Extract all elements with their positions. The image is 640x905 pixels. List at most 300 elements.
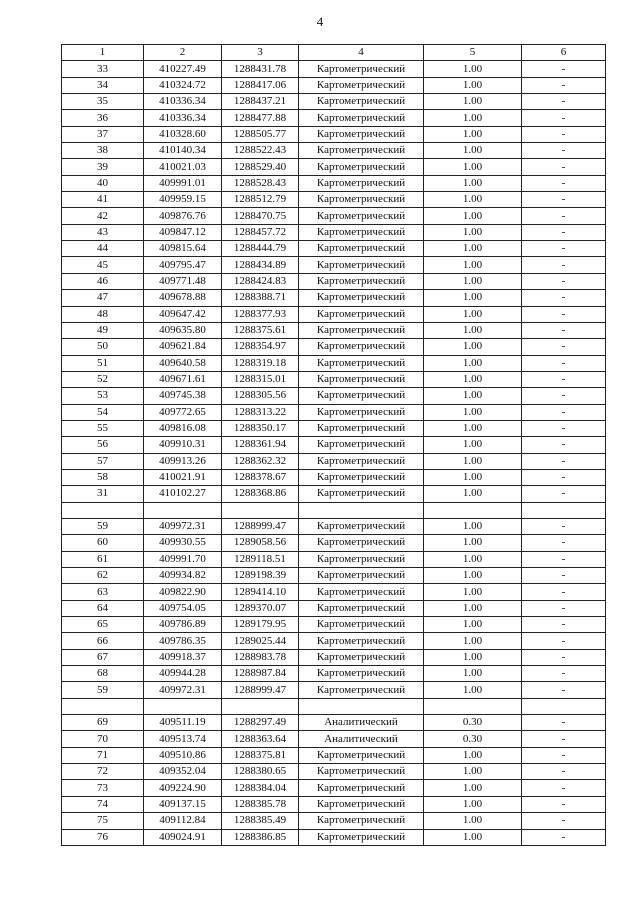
accuracy-cell: 1.00 bbox=[424, 126, 522, 142]
table-row bbox=[62, 208, 606, 224]
description-cell: - bbox=[522, 192, 606, 208]
table-row bbox=[62, 61, 606, 77]
empty-cell bbox=[144, 502, 222, 518]
y-coordinate-cell: 1288505.77 bbox=[222, 126, 299, 142]
y-coordinate-cell: 1288297.49 bbox=[222, 715, 299, 731]
x-coordinate-cell: 409678.88 bbox=[144, 290, 222, 306]
x-coordinate-cell: 409972.31 bbox=[144, 518, 222, 534]
point-number-cell: 34 bbox=[62, 77, 144, 93]
empty-cell bbox=[522, 502, 606, 518]
method-cell: Картометрический bbox=[299, 600, 424, 616]
table-row bbox=[62, 126, 606, 142]
table-row bbox=[62, 666, 606, 682]
y-coordinate-cell: 1288305.56 bbox=[222, 388, 299, 404]
accuracy-cell: 1.00 bbox=[424, 649, 522, 665]
accuracy-cell: 1.00 bbox=[424, 551, 522, 567]
method-cell: Картометрический bbox=[299, 224, 424, 240]
method-cell: Картометрический bbox=[299, 61, 424, 77]
table-header-row bbox=[62, 45, 606, 61]
accuracy-cell: 1.00 bbox=[424, 241, 522, 257]
accuracy-cell: 1.00 bbox=[424, 813, 522, 829]
description-cell: - bbox=[522, 584, 606, 600]
method-cell: Картометрический bbox=[299, 420, 424, 436]
point-number-cell: 70 bbox=[62, 731, 144, 747]
method-cell: Картометрический bbox=[299, 535, 424, 551]
x-coordinate-cell: 409647.42 bbox=[144, 306, 222, 322]
point-number-cell: 46 bbox=[62, 273, 144, 289]
y-coordinate-cell: 1288313.22 bbox=[222, 404, 299, 420]
description-cell: - bbox=[522, 633, 606, 649]
method-cell: Картометрический bbox=[299, 764, 424, 780]
coordinates-table bbox=[61, 44, 606, 846]
method-cell: Картометрический bbox=[299, 77, 424, 93]
table-row bbox=[62, 715, 606, 731]
table-row bbox=[62, 192, 606, 208]
x-coordinate-cell: 409112.84 bbox=[144, 813, 222, 829]
table-row bbox=[62, 355, 606, 371]
method-cell: Картометрический bbox=[299, 241, 424, 257]
x-coordinate-cell: 409959.15 bbox=[144, 192, 222, 208]
table-row bbox=[62, 518, 606, 534]
method-cell: Картометрический bbox=[299, 453, 424, 469]
table-row bbox=[62, 388, 606, 404]
description-cell: - bbox=[522, 371, 606, 387]
x-coordinate-cell: 409771.48 bbox=[144, 273, 222, 289]
point-number-cell: 68 bbox=[62, 666, 144, 682]
accuracy-cell: 1.00 bbox=[424, 682, 522, 698]
description-cell: - bbox=[522, 404, 606, 420]
point-number-cell: 67 bbox=[62, 649, 144, 665]
empty-cell bbox=[144, 698, 222, 714]
table-row bbox=[62, 486, 606, 502]
y-coordinate-cell: 1288377.93 bbox=[222, 306, 299, 322]
x-coordinate-cell: 409754.05 bbox=[144, 600, 222, 616]
x-coordinate-cell: 409510.86 bbox=[144, 747, 222, 763]
description-cell: - bbox=[522, 257, 606, 273]
x-coordinate-cell: 410021.03 bbox=[144, 159, 222, 175]
point-number-cell: 63 bbox=[62, 584, 144, 600]
method-cell: Картометрический bbox=[299, 568, 424, 584]
method-cell: Картометрический bbox=[299, 813, 424, 829]
method-cell: Картометрический bbox=[299, 551, 424, 567]
accuracy-cell: 1.00 bbox=[424, 453, 522, 469]
description-cell: - bbox=[522, 159, 606, 175]
x-coordinate-cell: 409795.47 bbox=[144, 257, 222, 273]
accuracy-cell: 1.00 bbox=[424, 437, 522, 453]
method-cell: Картометрический bbox=[299, 469, 424, 485]
accuracy-cell: 1.00 bbox=[424, 224, 522, 240]
point-number-cell: 71 bbox=[62, 747, 144, 763]
point-number-cell: 66 bbox=[62, 633, 144, 649]
accuracy-cell: 1.00 bbox=[424, 469, 522, 485]
accuracy-cell: 1.00 bbox=[424, 633, 522, 649]
point-number-cell: 54 bbox=[62, 404, 144, 420]
description-cell: - bbox=[522, 126, 606, 142]
description-cell: - bbox=[522, 731, 606, 747]
description-cell: - bbox=[522, 535, 606, 551]
method-cell: Картометрический bbox=[299, 143, 424, 159]
x-coordinate-cell: 409847.12 bbox=[144, 224, 222, 240]
x-coordinate-cell: 410324.72 bbox=[144, 77, 222, 93]
description-cell: - bbox=[522, 568, 606, 584]
point-number-cell: 42 bbox=[62, 208, 144, 224]
x-coordinate-cell: 410140.34 bbox=[144, 143, 222, 159]
method-cell: Картометрический bbox=[299, 110, 424, 126]
y-coordinate-cell: 1288437.21 bbox=[222, 94, 299, 110]
method-cell: Картометрический bbox=[299, 617, 424, 633]
y-coordinate-cell: 1289414.10 bbox=[222, 584, 299, 600]
table-row bbox=[62, 94, 606, 110]
point-number-cell: 76 bbox=[62, 829, 144, 845]
point-number-cell: 33 bbox=[62, 61, 144, 77]
y-coordinate-cell: 1288457.72 bbox=[222, 224, 299, 240]
accuracy-cell: 1.00 bbox=[424, 829, 522, 845]
x-coordinate-cell: 409671.61 bbox=[144, 371, 222, 387]
empty-cell bbox=[424, 502, 522, 518]
table-row bbox=[62, 682, 606, 698]
y-coordinate-cell: 1289370.07 bbox=[222, 600, 299, 616]
x-coordinate-cell: 409772.65 bbox=[144, 404, 222, 420]
coordinates-table-body bbox=[62, 45, 606, 846]
x-coordinate-cell: 410336.34 bbox=[144, 110, 222, 126]
point-number-cell: 50 bbox=[62, 339, 144, 355]
y-coordinate-cell: 1288388.71 bbox=[222, 290, 299, 306]
description-cell: - bbox=[522, 747, 606, 763]
x-coordinate-cell: 409918.37 bbox=[144, 649, 222, 665]
accuracy-cell: 1.00 bbox=[424, 388, 522, 404]
column-header-5: 5 bbox=[424, 45, 522, 61]
empty-cell bbox=[299, 698, 424, 714]
accuracy-cell: 1.00 bbox=[424, 159, 522, 175]
table-row bbox=[62, 584, 606, 600]
point-number-cell: 74 bbox=[62, 796, 144, 812]
accuracy-cell: 0.30 bbox=[424, 731, 522, 747]
method-cell: Картометрический bbox=[299, 339, 424, 355]
point-number-cell: 64 bbox=[62, 600, 144, 616]
y-coordinate-cell: 1289058.56 bbox=[222, 535, 299, 551]
accuracy-cell: 1.00 bbox=[424, 77, 522, 93]
y-coordinate-cell: 1289118.51 bbox=[222, 551, 299, 567]
description-cell: - bbox=[522, 322, 606, 338]
accuracy-cell: 1.00 bbox=[424, 568, 522, 584]
table-row bbox=[62, 159, 606, 175]
table-row bbox=[62, 600, 606, 616]
point-number-cell: 51 bbox=[62, 355, 144, 371]
accuracy-cell: 1.00 bbox=[424, 339, 522, 355]
table-row bbox=[62, 649, 606, 665]
y-coordinate-cell: 1288983.78 bbox=[222, 649, 299, 665]
table-row bbox=[62, 437, 606, 453]
y-coordinate-cell: 1288424.83 bbox=[222, 273, 299, 289]
empty-cell bbox=[424, 698, 522, 714]
table-row bbox=[62, 535, 606, 551]
description-cell: - bbox=[522, 61, 606, 77]
x-coordinate-cell: 409991.70 bbox=[144, 551, 222, 567]
y-coordinate-cell: 1289179.95 bbox=[222, 617, 299, 633]
y-coordinate-cell: 1288999.47 bbox=[222, 518, 299, 534]
x-coordinate-cell: 409816.08 bbox=[144, 420, 222, 436]
description-cell: - bbox=[522, 273, 606, 289]
method-cell: Картометрический bbox=[299, 290, 424, 306]
empty-cell bbox=[222, 698, 299, 714]
point-number-cell: 53 bbox=[62, 388, 144, 404]
accuracy-cell: 1.00 bbox=[424, 404, 522, 420]
section-separator-row bbox=[62, 698, 606, 714]
x-coordinate-cell: 409352.04 bbox=[144, 764, 222, 780]
method-cell: Картометрический bbox=[299, 273, 424, 289]
table-row bbox=[62, 796, 606, 812]
description-cell: - bbox=[522, 355, 606, 371]
description-cell: - bbox=[522, 94, 606, 110]
method-cell: Картометрический bbox=[299, 355, 424, 371]
point-number-cell: 41 bbox=[62, 192, 144, 208]
column-header-2: 2 bbox=[144, 45, 222, 61]
table-row bbox=[62, 257, 606, 273]
x-coordinate-cell: 409511.19 bbox=[144, 715, 222, 731]
method-cell: Картометрический bbox=[299, 208, 424, 224]
description-cell: - bbox=[522, 813, 606, 829]
accuracy-cell: 1.00 bbox=[424, 257, 522, 273]
x-coordinate-cell: 409910.31 bbox=[144, 437, 222, 453]
point-number-cell: 31 bbox=[62, 486, 144, 502]
point-number-cell: 59 bbox=[62, 682, 144, 698]
method-cell: Картометрический bbox=[299, 159, 424, 175]
accuracy-cell: 1.00 bbox=[424, 208, 522, 224]
point-number-cell: 65 bbox=[62, 617, 144, 633]
y-coordinate-cell: 1288529.40 bbox=[222, 159, 299, 175]
table-row bbox=[62, 110, 606, 126]
accuracy-cell: 1.00 bbox=[424, 371, 522, 387]
empty-cell bbox=[299, 502, 424, 518]
y-coordinate-cell: 1288368.86 bbox=[222, 486, 299, 502]
point-number-cell: 40 bbox=[62, 175, 144, 191]
method-cell: Картометрический bbox=[299, 175, 424, 191]
table-row bbox=[62, 371, 606, 387]
column-header-1: 1 bbox=[62, 45, 144, 61]
description-cell: - bbox=[522, 764, 606, 780]
x-coordinate-cell: 409024.91 bbox=[144, 829, 222, 845]
section-separator-row bbox=[62, 502, 606, 518]
x-coordinate-cell: 409635.80 bbox=[144, 322, 222, 338]
x-coordinate-cell: 410021.91 bbox=[144, 469, 222, 485]
x-coordinate-cell: 410336.34 bbox=[144, 94, 222, 110]
accuracy-cell: 1.00 bbox=[424, 486, 522, 502]
table-row bbox=[62, 322, 606, 338]
x-coordinate-cell: 409934.82 bbox=[144, 568, 222, 584]
description-cell: - bbox=[522, 796, 606, 812]
x-coordinate-cell: 409513.74 bbox=[144, 731, 222, 747]
point-number-cell: 58 bbox=[62, 469, 144, 485]
accuracy-cell: 1.00 bbox=[424, 143, 522, 159]
y-coordinate-cell: 1288512.79 bbox=[222, 192, 299, 208]
table-row bbox=[62, 175, 606, 191]
description-cell: - bbox=[522, 208, 606, 224]
accuracy-cell: 1.00 bbox=[424, 666, 522, 682]
y-coordinate-cell: 1288384.04 bbox=[222, 780, 299, 796]
x-coordinate-cell: 409137.15 bbox=[144, 796, 222, 812]
point-number-cell: 36 bbox=[62, 110, 144, 126]
point-number-cell: 69 bbox=[62, 715, 144, 731]
y-coordinate-cell: 1288470.75 bbox=[222, 208, 299, 224]
description-cell: - bbox=[522, 666, 606, 682]
description-cell: - bbox=[522, 829, 606, 845]
y-coordinate-cell: 1288363.64 bbox=[222, 731, 299, 747]
accuracy-cell: 1.00 bbox=[424, 94, 522, 110]
column-header-4: 4 bbox=[299, 45, 424, 61]
accuracy-cell: 1.00 bbox=[424, 110, 522, 126]
accuracy-cell: 1.00 bbox=[424, 584, 522, 600]
description-cell: - bbox=[522, 241, 606, 257]
method-cell: Картометрический bbox=[299, 747, 424, 763]
method-cell: Картометрический bbox=[299, 829, 424, 845]
table-row bbox=[62, 780, 606, 796]
method-cell: Картометрический bbox=[299, 584, 424, 600]
x-coordinate-cell: 409224.90 bbox=[144, 780, 222, 796]
y-coordinate-cell: 1288380.65 bbox=[222, 764, 299, 780]
method-cell: Картометрический bbox=[299, 306, 424, 322]
method-cell: Картометрический bbox=[299, 780, 424, 796]
description-cell: - bbox=[522, 143, 606, 159]
point-number-cell: 35 bbox=[62, 94, 144, 110]
description-cell: - bbox=[522, 306, 606, 322]
point-number-cell: 52 bbox=[62, 371, 144, 387]
x-coordinate-cell: 409786.35 bbox=[144, 633, 222, 649]
description-cell: - bbox=[522, 175, 606, 191]
y-coordinate-cell: 1288315.01 bbox=[222, 371, 299, 387]
description-cell: - bbox=[522, 388, 606, 404]
x-coordinate-cell: 409745.38 bbox=[144, 388, 222, 404]
y-coordinate-cell: 1288362.32 bbox=[222, 453, 299, 469]
y-coordinate-cell: 1288431.78 bbox=[222, 61, 299, 77]
description-cell: - bbox=[522, 469, 606, 485]
method-cell: Картометрический bbox=[299, 404, 424, 420]
point-number-cell: 75 bbox=[62, 813, 144, 829]
y-coordinate-cell: 1288434.89 bbox=[222, 257, 299, 273]
description-cell: - bbox=[522, 649, 606, 665]
method-cell: Картометрический bbox=[299, 322, 424, 338]
table-row bbox=[62, 290, 606, 306]
description-cell: - bbox=[522, 224, 606, 240]
y-coordinate-cell: 1288361.94 bbox=[222, 437, 299, 453]
y-coordinate-cell: 1288385.78 bbox=[222, 796, 299, 812]
method-cell: Картометрический bbox=[299, 126, 424, 142]
description-cell: - bbox=[522, 290, 606, 306]
description-cell: - bbox=[522, 77, 606, 93]
accuracy-cell: 1.00 bbox=[424, 306, 522, 322]
point-number-cell: 59 bbox=[62, 518, 144, 534]
point-number-cell: 37 bbox=[62, 126, 144, 142]
x-coordinate-cell: 409930.55 bbox=[144, 535, 222, 551]
y-coordinate-cell: 1289025.44 bbox=[222, 633, 299, 649]
accuracy-cell: 1.00 bbox=[424, 322, 522, 338]
method-cell: Картометрический bbox=[299, 796, 424, 812]
column-header-3: 3 bbox=[222, 45, 299, 61]
y-coordinate-cell: 1288522.43 bbox=[222, 143, 299, 159]
method-cell: Картометрический bbox=[299, 94, 424, 110]
table-row bbox=[62, 143, 606, 159]
accuracy-cell: 1.00 bbox=[424, 780, 522, 796]
x-coordinate-cell: 409822.90 bbox=[144, 584, 222, 600]
description-cell: - bbox=[522, 486, 606, 502]
method-cell: Картометрический bbox=[299, 518, 424, 534]
table-row bbox=[62, 339, 606, 355]
empty-cell bbox=[62, 502, 144, 518]
y-coordinate-cell: 1288354.97 bbox=[222, 339, 299, 355]
accuracy-cell: 1.00 bbox=[424, 355, 522, 371]
table-row bbox=[62, 813, 606, 829]
method-cell: Картометрический bbox=[299, 192, 424, 208]
table-row bbox=[62, 617, 606, 633]
point-number-cell: 60 bbox=[62, 535, 144, 551]
table-row bbox=[62, 224, 606, 240]
y-coordinate-cell: 1288350.17 bbox=[222, 420, 299, 436]
table-row bbox=[62, 453, 606, 469]
description-cell: - bbox=[522, 453, 606, 469]
y-coordinate-cell: 1288417.06 bbox=[222, 77, 299, 93]
page-number: 4 bbox=[316, 14, 324, 29]
method-cell: Картометрический bbox=[299, 388, 424, 404]
point-number-cell: 62 bbox=[62, 568, 144, 584]
x-coordinate-cell: 409913.26 bbox=[144, 453, 222, 469]
table-row bbox=[62, 568, 606, 584]
table-row bbox=[62, 273, 606, 289]
method-cell: Картометрический bbox=[299, 682, 424, 698]
accuracy-cell: 1.00 bbox=[424, 747, 522, 763]
point-number-cell: 72 bbox=[62, 764, 144, 780]
x-coordinate-cell: 410102.27 bbox=[144, 486, 222, 502]
y-coordinate-cell: 1288319.18 bbox=[222, 355, 299, 371]
description-cell: - bbox=[522, 339, 606, 355]
y-coordinate-cell: 1288477.88 bbox=[222, 110, 299, 126]
table-row bbox=[62, 306, 606, 322]
accuracy-cell: 1.00 bbox=[424, 61, 522, 77]
y-coordinate-cell: 1288378.67 bbox=[222, 469, 299, 485]
point-number-cell: 48 bbox=[62, 306, 144, 322]
accuracy-cell: 1.00 bbox=[424, 535, 522, 551]
point-number-cell: 43 bbox=[62, 224, 144, 240]
x-coordinate-cell: 409991.01 bbox=[144, 175, 222, 191]
point-number-cell: 44 bbox=[62, 241, 144, 257]
description-cell: - bbox=[522, 780, 606, 796]
accuracy-cell: 1.00 bbox=[424, 420, 522, 436]
table-row bbox=[62, 469, 606, 485]
description-cell: - bbox=[522, 600, 606, 616]
point-number-cell: 73 bbox=[62, 780, 144, 796]
description-cell: - bbox=[522, 551, 606, 567]
point-number-cell: 56 bbox=[62, 437, 144, 453]
accuracy-cell: 1.00 bbox=[424, 764, 522, 780]
x-coordinate-cell: 410227.49 bbox=[144, 61, 222, 77]
x-coordinate-cell: 409876.76 bbox=[144, 208, 222, 224]
accuracy-cell: 1.00 bbox=[424, 192, 522, 208]
point-number-cell: 45 bbox=[62, 257, 144, 273]
x-coordinate-cell: 409786.89 bbox=[144, 617, 222, 633]
method-cell: Картометрический bbox=[299, 649, 424, 665]
y-coordinate-cell: 1289198.39 bbox=[222, 568, 299, 584]
y-coordinate-cell: 1288444.79 bbox=[222, 241, 299, 257]
method-cell: Аналитический bbox=[299, 731, 424, 747]
method-cell: Картометрический bbox=[299, 437, 424, 453]
y-coordinate-cell: 1288375.61 bbox=[222, 322, 299, 338]
description-cell: - bbox=[522, 420, 606, 436]
method-cell: Картометрический bbox=[299, 371, 424, 387]
table-row bbox=[62, 829, 606, 845]
method-cell: Картометрический bbox=[299, 257, 424, 273]
y-coordinate-cell: 1288999.47 bbox=[222, 682, 299, 698]
point-number-cell: 55 bbox=[62, 420, 144, 436]
method-cell: Картометрический bbox=[299, 486, 424, 502]
point-number-cell: 39 bbox=[62, 159, 144, 175]
